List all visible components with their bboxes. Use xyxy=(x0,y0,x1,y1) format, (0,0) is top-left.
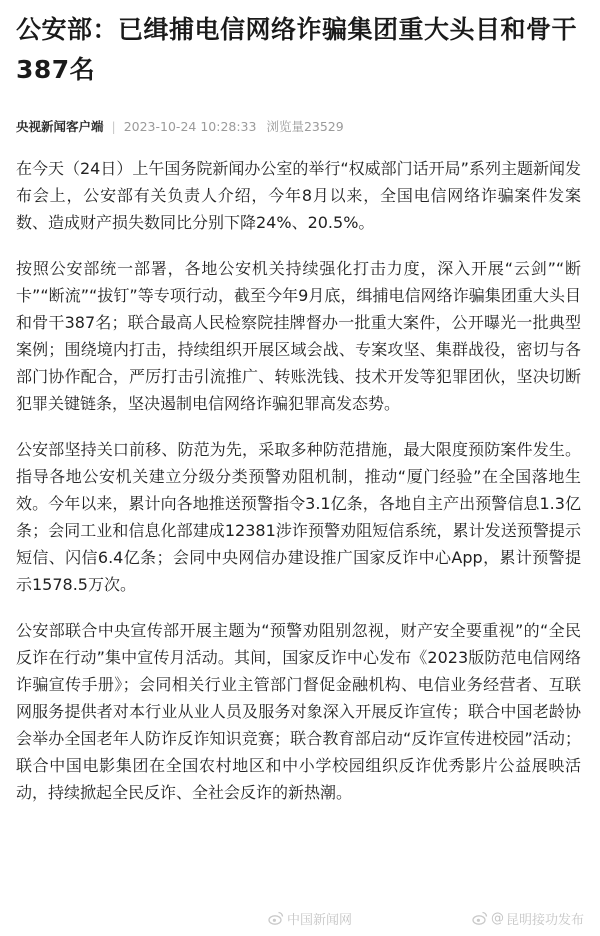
publish-datetime: 2023-10-24 10:28:33 xyxy=(123,119,257,134)
article-paragraph: 公安部联合中央宣传部开展主题为“预警劝阻别忽视，财产安全要重视”的“全民反诈在行动”集中宣传月活动。其间，国家反诈中心发布《2023版防范电信网络诈骗宣传手册》；会同相关行业主管部门督促金融机构、电信业务经营者、互联网服务提供者对本行业从业人员及服务对象深入开展反诈宣传；联合中国老龄协会举办全国老年人防诈反诈知识竞赛；联合教育部启动“反诈宣传进校园”活动；联合中国电影集团在全国农村地区和中小学校园组织反诈优秀影片公益展映活动，持续掀起全民反诈、全社会反诈的新热潮。 xyxy=(16,621,581,802)
article-paragraph: 公安部坚持关口前移、防范为先，采取多种防范措施，最大限度预防案件发生。指导各地公安机关建立分级分类预警劝阻机制，推动“厦门经验”在全国落地生效。今年以来，累计向各地推送预警指令3.1亿条，各地自主产出预警信息1.3亿条；会同工业和信息化部建成12381涉诈预警劝阻短信系统，累计发送预警提示短信、闪信6.4亿条；会同中央网信办建设推广国家反诈中心App，累计预警提示1578.5万次。 xyxy=(16,440,581,594)
article-title: 公安部：已缉捕电信网络诈骗集团重大头目和骨干387名 xyxy=(16,15,578,84)
weibo-icon xyxy=(472,910,488,926)
view-count: 浏览量23529 xyxy=(266,119,344,134)
article-paragraph: 按照公安部统一部署，各地公安机关持续强化打击力度，深入开展“云剑”“断卡”“断流”“拔钉”等专项行动，截至今年9月底，缉捕电信网络诈骗集团重大头目和骨干387名；联合最高人民检察院挂牌督办一批重大案件，公开曝光一批典型案例；围绕境内打击，持续组织开展区域会战、专案攻坚、集群战役，密切与各部门协作配合，严厉打击引流推广、转账洗钱、技术开发等犯罪团伙，坚决切断犯罪关键链条，坚决遏制电信网络诈骗犯罪高发态势。 xyxy=(16,259,581,413)
weibo-icon xyxy=(268,910,284,926)
watermark-at-sign: @ xyxy=(491,910,504,926)
meta-separator: | xyxy=(111,119,116,134)
article-paragraph: 在今天（24日）上午国务院新闻办公室的举行“权威部门话开局”系列主题新闻发布会上，公安部有关负责人介绍，今年8月以来，全国电信网络诈骗案件发案数、造成财产损失数同比分别下降24%、20.5%。 xyxy=(16,159,581,232)
watermark-left xyxy=(268,908,352,928)
source-name[interactable]: 央视新闻客户端 xyxy=(16,119,104,134)
article xyxy=(16,0,586,825)
article-meta xyxy=(16,118,586,136)
article-body xyxy=(16,155,581,806)
watermark-right xyxy=(472,908,584,928)
watermark-left-text: 中国新闻网 xyxy=(287,912,353,928)
watermark-right-text: 昆明接功发布 xyxy=(506,912,585,928)
